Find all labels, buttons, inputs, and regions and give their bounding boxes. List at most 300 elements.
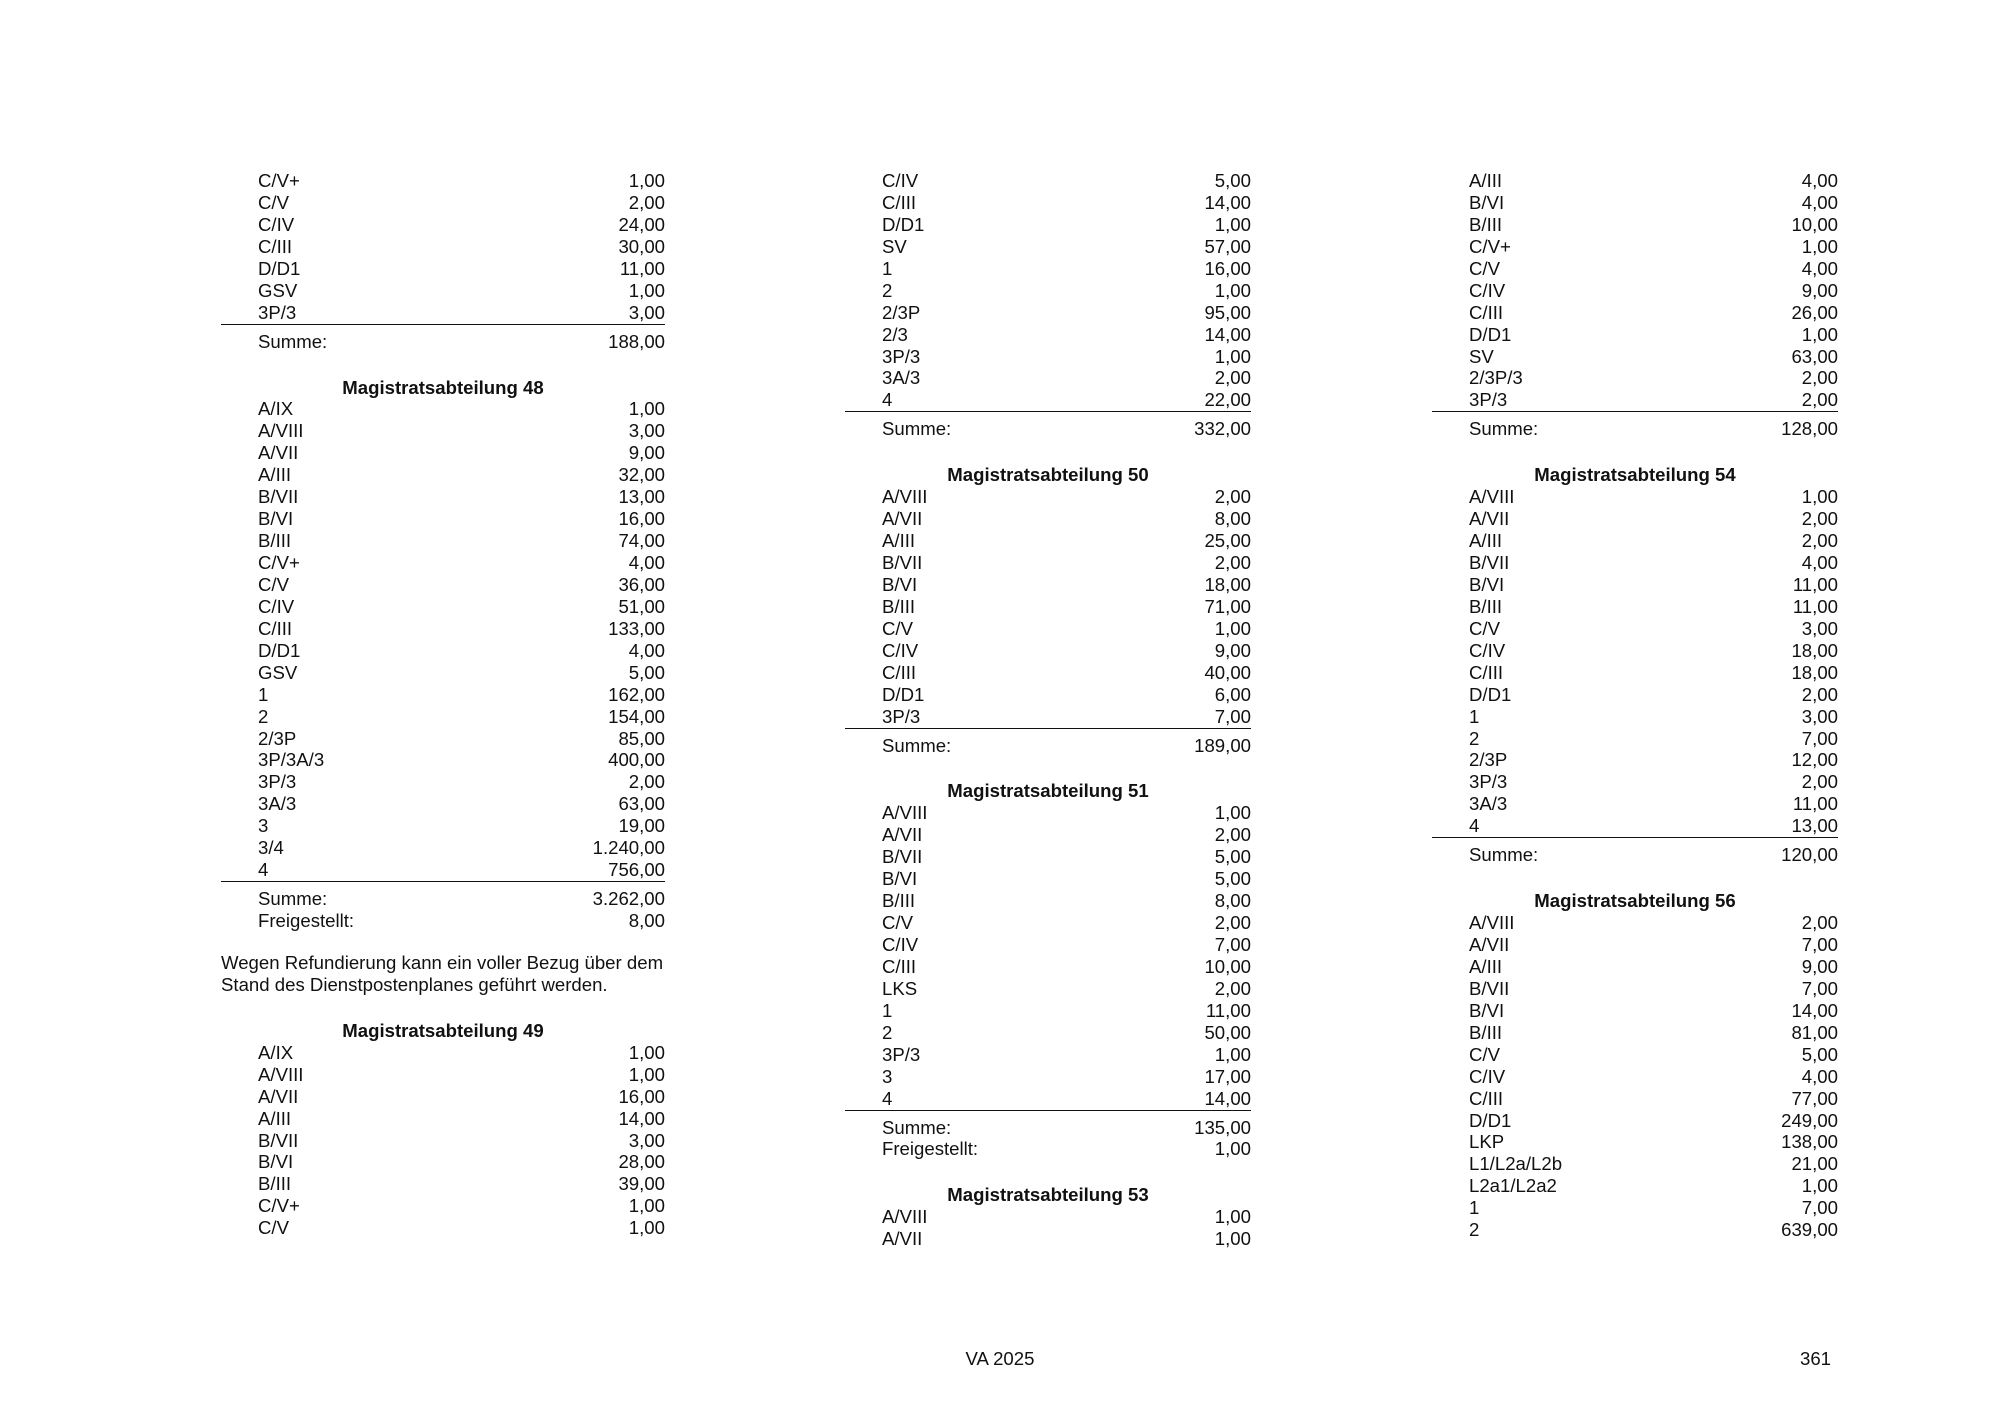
table-section [845, 780, 1251, 1160]
row-value: 11,00 [1205, 999, 1251, 1021]
table-row [221, 1108, 665, 1130]
table-row [1432, 1044, 1838, 1066]
row-label: 2 [882, 1021, 893, 1043]
table-row [1432, 912, 1838, 934]
row-label: D/D1 [1469, 683, 1512, 705]
row-value: 85,00 [618, 727, 665, 749]
row-label: A/VIII [1469, 912, 1515, 934]
table-row [1432, 662, 1838, 684]
row-label: C/V [258, 573, 289, 595]
row-label: A/III [1469, 530, 1503, 552]
row-label: 3P/3 [1469, 389, 1508, 411]
row-value: 26,00 [1791, 301, 1838, 323]
row-value: 5,00 [628, 661, 665, 683]
sum-row [221, 888, 665, 910]
table-section [1432, 464, 1838, 866]
row-label: C/III [882, 661, 917, 683]
row-label: B/VI [882, 573, 918, 595]
total-value: 3.262,00 [592, 888, 665, 910]
row-label: C/V+ [258, 552, 300, 573]
row-label: 2 [1469, 1219, 1480, 1241]
table-row [221, 859, 665, 882]
row-label: B/III [882, 595, 916, 617]
row-value: 2,00 [1214, 824, 1251, 846]
table-row [845, 170, 1251, 192]
row-value: 63,00 [618, 793, 665, 815]
table-row [1432, 640, 1838, 662]
row-value: 1,00 [628, 170, 665, 191]
row-value: 2,00 [1214, 367, 1251, 389]
table-row [221, 815, 665, 837]
row-label: C/IV [258, 213, 295, 235]
row-label: C/IV [882, 170, 919, 191]
row-label: L2a1/L2a2 [1469, 1175, 1557, 1197]
row-label: C/III [1469, 661, 1504, 683]
table-row [1432, 486, 1838, 508]
row-value: 12,00 [1791, 749, 1838, 771]
table-row [845, 1044, 1251, 1066]
total-value: 189,00 [1194, 734, 1251, 756]
table-row [1432, 1088, 1838, 1110]
row-value: 2,00 [1801, 530, 1838, 552]
row-label: C/III [882, 955, 917, 977]
row-value: 8,00 [1214, 890, 1251, 912]
table-row [1432, 236, 1838, 258]
row-value: 9,00 [1801, 279, 1838, 301]
row-value: 1,00 [1801, 323, 1838, 345]
row-label: SV [1469, 345, 1494, 367]
row-label: B/III [258, 1173, 292, 1195]
row-value: 16,00 [618, 1085, 665, 1107]
row-label: C/V+ [258, 170, 300, 191]
table-row [221, 706, 665, 728]
row-value: 1,00 [628, 1063, 665, 1085]
table-row [221, 771, 665, 793]
row-value: 77,00 [1791, 1087, 1838, 1109]
table-row [1432, 1000, 1838, 1022]
table-row [1432, 324, 1838, 346]
row-label: C/V [882, 912, 913, 934]
row-value: 1,00 [1214, 617, 1251, 639]
row-label: A/VII [882, 508, 923, 530]
row-label: B/III [258, 530, 292, 552]
table-row [845, 912, 1251, 934]
table-row [1432, 258, 1838, 280]
footer-title: VA 2025 [965, 1348, 1035, 1369]
table-row [845, 1000, 1251, 1022]
total-label: Summe: [258, 330, 328, 352]
row-label: C/V [258, 1217, 289, 1239]
table-row [1432, 978, 1838, 1000]
row-value: 16,00 [618, 508, 665, 530]
row-label: C/IV [1469, 1065, 1506, 1087]
row-value: 11,00 [1792, 793, 1838, 815]
section-heading: Magistratsabteilung 53 [947, 1184, 1149, 1206]
row-label: C/V+ [1469, 235, 1511, 257]
row-label: 2 [258, 705, 269, 727]
table-row [221, 258, 665, 280]
row-value: 63,00 [1791, 345, 1838, 367]
row-value: 1,00 [1801, 486, 1838, 508]
table-section [845, 1184, 1251, 1250]
table-row [221, 837, 665, 859]
row-value: 22,00 [1204, 389, 1251, 411]
row-value: 11,00 [619, 257, 665, 279]
table-row [845, 324, 1251, 346]
table-row [845, 640, 1251, 662]
row-label: 3P/3A/3 [258, 749, 325, 771]
row-label: B/VI [258, 508, 294, 530]
table-row [221, 486, 665, 508]
column-3 [1432, 170, 1838, 1241]
row-label: GSV [258, 661, 298, 683]
column-1 [221, 170, 665, 1239]
row-label: 1 [258, 683, 269, 705]
row-label: A/VII [1469, 508, 1510, 530]
table-row [1432, 706, 1838, 728]
table-row [1432, 508, 1838, 530]
row-value: 4,00 [628, 552, 665, 573]
row-label: C/III [258, 617, 293, 639]
row-label: 4 [1469, 815, 1480, 837]
table-row [845, 192, 1251, 214]
row-label: 3P/3 [882, 705, 921, 727]
table-row [221, 1217, 665, 1239]
row-value: 6,00 [1214, 683, 1251, 705]
total-label: Summe: [1469, 418, 1539, 440]
row-label: B/VII [1469, 552, 1510, 573]
table-row [221, 1086, 665, 1108]
row-value: 2,00 [1801, 367, 1838, 389]
table-row [221, 214, 665, 236]
row-label: A/VIII [882, 1206, 928, 1228]
row-label: A/VIII [258, 420, 304, 442]
row-value: 138,00 [1781, 1131, 1838, 1153]
table-row [845, 662, 1251, 684]
row-value: 10,00 [1791, 213, 1838, 235]
table-row [1432, 1219, 1838, 1241]
row-label: C/V [1469, 617, 1500, 639]
row-value: 2,00 [1801, 508, 1838, 530]
table-row [845, 706, 1251, 729]
row-value: 756,00 [608, 859, 665, 881]
row-value: 28,00 [618, 1151, 665, 1173]
table-row [845, 618, 1251, 640]
table-row [221, 1195, 665, 1217]
row-label: B/VI [882, 868, 918, 890]
row-value: 14,00 [1204, 323, 1251, 345]
total-value: 135,00 [1194, 1116, 1251, 1138]
row-value: 81,00 [1791, 1021, 1838, 1043]
table-row [1432, 771, 1838, 793]
table-row [1432, 552, 1838, 574]
table-row [1432, 1131, 1838, 1153]
sum-row [845, 418, 1251, 440]
row-label: 4 [258, 859, 269, 881]
total-value: 332,00 [1194, 418, 1251, 440]
row-value: 2,00 [1214, 552, 1251, 573]
row-label: LKP [1469, 1131, 1505, 1153]
table-section [221, 377, 665, 996]
row-value: 1,00 [628, 1195, 665, 1217]
table-row [221, 280, 665, 302]
row-label: A/IX [258, 398, 294, 420]
sum-row [845, 1117, 1251, 1139]
row-value: 18,00 [1791, 661, 1838, 683]
table-row [221, 442, 665, 464]
row-label: B/VI [258, 1151, 294, 1173]
row-label: B/VII [882, 846, 923, 868]
table-row [845, 868, 1251, 890]
table-row [1432, 728, 1838, 750]
row-label: C/IV [1469, 279, 1506, 301]
table-row [221, 508, 665, 530]
row-value: 40,00 [1204, 661, 1251, 683]
row-value: 11,00 [1792, 573, 1838, 595]
row-label: 4 [882, 1087, 893, 1109]
table-row [221, 464, 665, 486]
table-row [845, 258, 1251, 280]
row-value: 10,00 [1204, 955, 1251, 977]
section-heading: Magistratsabteilung 51 [947, 780, 1149, 802]
row-value: 7,00 [1214, 705, 1251, 727]
table-row [221, 1130, 665, 1152]
table-row [845, 302, 1251, 324]
row-value: 9,00 [1801, 955, 1838, 977]
table-row [1432, 1066, 1838, 1088]
row-label: SV [882, 235, 907, 257]
sum-row [845, 735, 1251, 757]
row-value: 17,00 [1204, 1065, 1251, 1087]
sum-row [1432, 844, 1838, 866]
row-value: 32,00 [618, 464, 665, 486]
table-row [221, 552, 665, 574]
row-value: 4,00 [1801, 1065, 1838, 1087]
row-value: 2,00 [1214, 486, 1251, 508]
row-value: 74,00 [618, 530, 665, 552]
row-label: D/D1 [882, 683, 925, 705]
section-heading: Magistratsabteilung 56 [1534, 890, 1736, 912]
row-label: 2/3P/3 [1469, 367, 1523, 389]
total-label: Summe: [882, 734, 952, 756]
row-label: 3P/3 [1469, 771, 1508, 793]
table-row [1432, 956, 1838, 978]
table-row [845, 956, 1251, 978]
table-row [845, 486, 1251, 508]
row-label: C/IV [882, 639, 919, 661]
table-row [1432, 574, 1838, 596]
table-row [1432, 170, 1838, 192]
table-section [845, 464, 1251, 756]
table-row [221, 170, 665, 192]
row-value: 4,00 [1801, 552, 1838, 573]
row-label: C/V [1469, 257, 1500, 279]
table-row [221, 192, 665, 214]
table-row [845, 389, 1251, 412]
row-value: 30,00 [618, 235, 665, 257]
table-row [845, 934, 1251, 956]
table-row [845, 1022, 1251, 1044]
row-value: 5,00 [1214, 868, 1251, 890]
section-heading: Magistratsabteilung 49 [342, 1019, 544, 1041]
row-value: 7,00 [1801, 1197, 1838, 1219]
row-value: 249,00 [1781, 1109, 1838, 1131]
row-value: 5,00 [1214, 170, 1251, 191]
row-value: 8,00 [1214, 508, 1251, 530]
row-value: 162,00 [608, 683, 665, 705]
row-label: C/IV [1469, 639, 1506, 661]
row-label: GSV [258, 279, 298, 301]
row-value: 24,00 [618, 213, 665, 235]
note-line: Stand des Dienstpostenplanes geführt werden. [221, 973, 608, 995]
row-value: 7,00 [1801, 727, 1838, 749]
row-label: B/III [1469, 595, 1503, 617]
table-section [1432, 170, 1838, 440]
row-value: 25,00 [1204, 530, 1251, 552]
exempt-row [221, 910, 665, 932]
row-label: C/III [1469, 1087, 1504, 1109]
row-value: 1.240,00 [592, 837, 665, 859]
table-row [845, 802, 1251, 824]
row-label: D/D1 [258, 639, 301, 661]
table-row [221, 236, 665, 258]
row-label: A/III [1469, 955, 1503, 977]
row-label: 3A/3 [882, 367, 921, 389]
row-label: 3/4 [258, 837, 284, 859]
total-value: 1,00 [1214, 1138, 1251, 1160]
table-row [1432, 214, 1838, 236]
section-heading: Magistratsabteilung 48 [342, 376, 544, 398]
row-value: 19,00 [618, 815, 665, 837]
total-label: Summe: [258, 888, 328, 910]
section-heading: Magistratsabteilung 54 [1534, 464, 1736, 486]
row-value: 18,00 [1791, 639, 1838, 661]
row-value: 95,00 [1204, 301, 1251, 323]
total-value: 128,00 [1781, 418, 1838, 440]
row-value: 1,00 [1801, 1175, 1838, 1197]
table-row [221, 596, 665, 618]
row-value: 1,00 [628, 279, 665, 301]
table-row [845, 236, 1251, 258]
row-value: 3,00 [628, 1129, 665, 1151]
table-row [1432, 1175, 1838, 1197]
row-value: 639,00 [1781, 1219, 1838, 1241]
row-label: A/VII [258, 442, 299, 464]
column-2 [845, 170, 1251, 1250]
row-label: A/VII [882, 824, 923, 846]
page-number: 361 [1800, 1348, 1832, 1369]
row-label: 1 [882, 257, 893, 279]
row-label: A/III [258, 1107, 292, 1129]
row-label: 1 [1469, 1197, 1480, 1219]
row-label: A/IX [258, 1041, 294, 1063]
row-label: A/VII [882, 1228, 923, 1250]
row-value: 3,00 [628, 420, 665, 442]
row-value: 1,00 [1214, 802, 1251, 824]
row-label: 2 [1469, 727, 1480, 749]
row-label: 3P/3 [882, 345, 921, 367]
row-value: 1,00 [1214, 1228, 1251, 1250]
total-label: Summe: [882, 418, 952, 440]
row-value: 51,00 [618, 595, 665, 617]
table-row [221, 1151, 665, 1173]
row-value: 4,00 [628, 639, 665, 661]
row-value: 2,00 [628, 191, 665, 213]
row-value: 154,00 [608, 705, 665, 727]
row-value: 18,00 [1204, 573, 1251, 595]
row-label: 1 [1469, 705, 1480, 727]
table-row [845, 1088, 1251, 1111]
table-row [221, 574, 665, 596]
row-value: 7,00 [1801, 977, 1838, 999]
row-label: C/V [1469, 1043, 1500, 1065]
row-value: 1,00 [1214, 1206, 1251, 1228]
table-row [1432, 346, 1838, 368]
row-value: 13,00 [618, 486, 665, 508]
row-label: 3A/3 [258, 793, 297, 815]
row-value: 11,00 [1792, 595, 1838, 617]
row-label: 2/3P [882, 301, 921, 323]
row-label: B/VI [1469, 573, 1505, 595]
row-label: C/V [882, 617, 913, 639]
row-value: 4,00 [1801, 170, 1838, 191]
row-value: 1,00 [628, 1041, 665, 1063]
row-value: 2,00 [1801, 912, 1838, 934]
row-label: 2/3 [882, 323, 908, 345]
row-value: 16,00 [1204, 257, 1251, 279]
row-label: 3A/3 [1469, 793, 1508, 815]
table-row [845, 574, 1251, 596]
table-row [221, 618, 665, 640]
table-row [845, 1228, 1251, 1250]
table-row [221, 662, 665, 684]
table-row [1432, 1153, 1838, 1175]
table-row [1432, 684, 1838, 706]
row-value: 21,00 [1791, 1153, 1838, 1175]
table-row [845, 508, 1251, 530]
row-value: 3,00 [1801, 705, 1838, 727]
row-value: 14,00 [1204, 191, 1251, 213]
row-label: A/VIII [258, 1063, 304, 1085]
row-label: B/III [1469, 213, 1503, 235]
row-value: 1,00 [1214, 1043, 1251, 1065]
total-value: 120,00 [1781, 844, 1838, 866]
row-value: 1,00 [1801, 235, 1838, 257]
row-label: D/D1 [1469, 1109, 1512, 1131]
table-row [1432, 1022, 1838, 1044]
row-value: 3,00 [1801, 617, 1838, 639]
row-label: C/III [258, 235, 293, 257]
row-value: 7,00 [1214, 934, 1251, 955]
row-label: 1 [882, 999, 893, 1021]
row-value: 13,00 [1791, 815, 1838, 837]
row-value: 1,00 [628, 398, 665, 420]
row-label: D/D1 [258, 257, 301, 279]
table-row [221, 1173, 665, 1195]
table-row [221, 302, 665, 325]
row-value: 133,00 [608, 617, 665, 639]
table-row [1432, 815, 1838, 838]
total-value: 188,00 [608, 330, 665, 352]
row-value: 36,00 [618, 573, 665, 595]
table-row [1432, 1197, 1838, 1219]
table-row [221, 793, 665, 815]
row-value: 2,00 [1801, 389, 1838, 411]
table-row [845, 346, 1251, 368]
row-value: 9,00 [628, 442, 665, 464]
table-row [845, 596, 1251, 618]
row-value: 5,00 [1214, 846, 1251, 868]
